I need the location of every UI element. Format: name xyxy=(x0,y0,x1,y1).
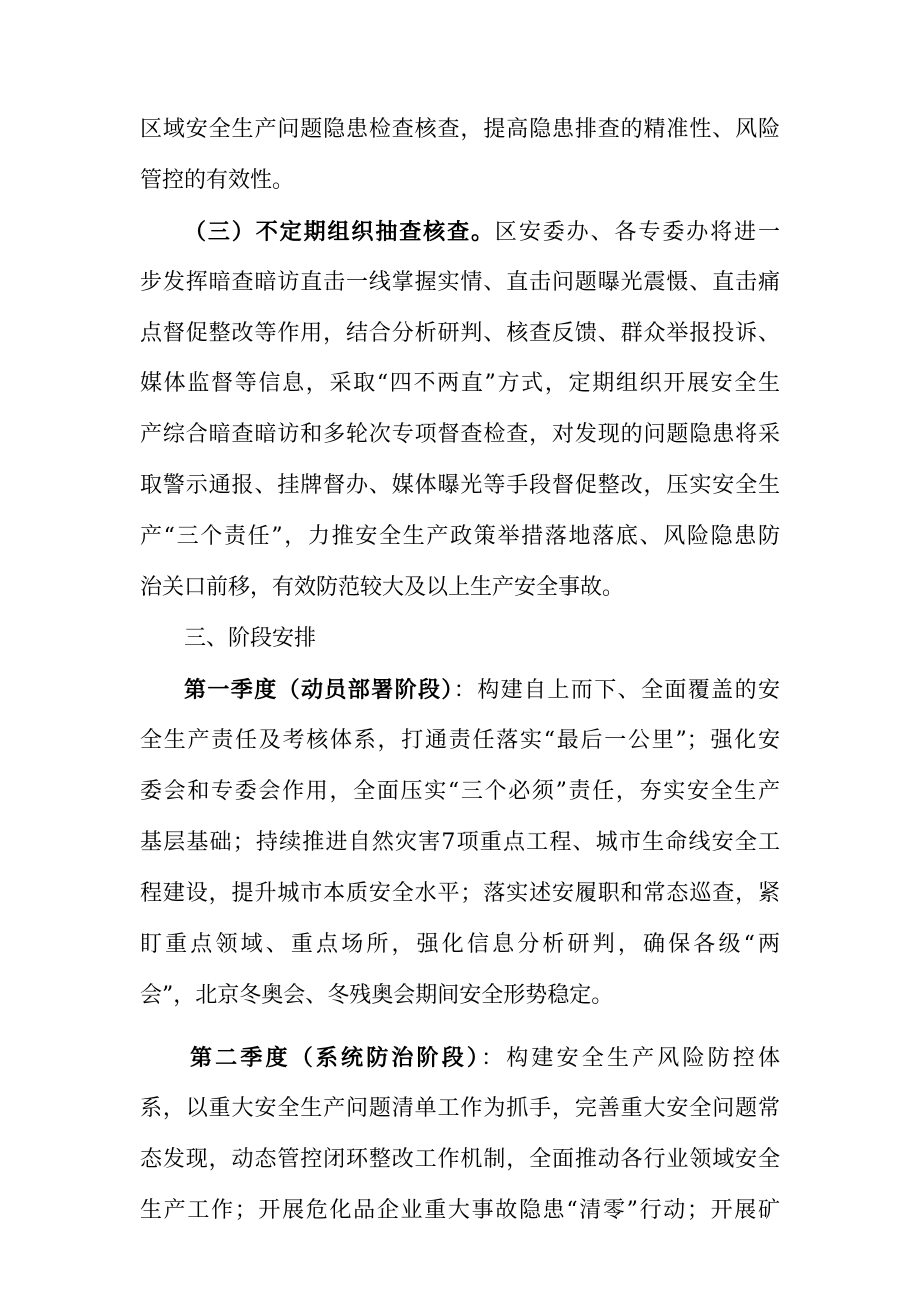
paragraph-line: 产“三个责任”，力推安全生产政策举措落地落底、风险隐患防 xyxy=(140,524,780,549)
phase-heading-q1: 第一季度（动员部署阶段） xyxy=(184,677,454,703)
paragraph-line: 盯重点领域、重点场所，强化信息分析研判，确保各级“两 xyxy=(140,932,780,957)
paragraph-line: 基层基础；持续推进自然灾害7项重点工程、城市生命线安全工 xyxy=(140,830,780,855)
section-paragraph-line xyxy=(184,670,780,710)
paragraph-line: 区域安全生产问题隐患检查核查，提高隐患排查的精准性、风险 xyxy=(140,117,780,142)
paragraph-line: 点督促整改等作用，结合分析研判、核查反馈、群众举报投诉、 xyxy=(140,321,780,346)
paragraph-line: 步发挥暗查暗访直击一线掌握实情、直击问题曝光震慑、直击痛 xyxy=(140,270,780,295)
paragraph-text: ：构建安全生产风险防控体 xyxy=(481,1046,780,1071)
paragraph-line: 管控的有效性。 xyxy=(140,168,295,193)
phase-heading-q2: 第二季度（系统防治阶段） xyxy=(190,1045,482,1071)
paragraph-line: 程建设，提升城市本质安全水平；落实述安履职和常态巡查，紧 xyxy=(140,881,780,906)
paragraph-line: 媒体监督等信息，采取“四不两直”方式，定期组织开展安全生 xyxy=(140,371,780,396)
section-title: 三、阶段安排 xyxy=(184,626,317,651)
section-heading-3: （三）不定期组织抽查核查。 xyxy=(184,219,495,245)
paragraph-line: 系，以重大安全生产问题清单工作为抓手，完善重大安全问题常 xyxy=(140,1096,780,1121)
paragraph-text: 区安委办、各专委办将进一 xyxy=(494,220,780,245)
paragraph-text: ：构建自上而下、全面覆盖的安 xyxy=(453,678,780,703)
paragraph-line: 取警示通报、挂牌督办、媒体曝光等手段督促整改，压实安全生 xyxy=(140,473,780,498)
paragraph-line: 委会和专委会作用，全面压实“三个必须”责任，夯实安全生产 xyxy=(140,779,780,804)
section-paragraph-line xyxy=(184,212,780,252)
paragraph-line: 治关口前移，有效防范较大及以上生产安全事故。 xyxy=(140,575,625,600)
paragraph-line: 会”，北京冬奥会、冬残奥会期间安全形势稳定。 xyxy=(140,983,614,1008)
paragraph-line: 产综合暗查暗访和多轮次专项督查检查，对发现的问题隐患将采 xyxy=(140,422,780,447)
paragraph-line: 全生产责任及考核体系，打通责任落实“最后一公里”；强化安 xyxy=(140,728,780,753)
section-paragraph-line xyxy=(190,1038,780,1078)
paragraph-line: 生产工作；开展危化品企业重大事故隐患“清零”行动；开展矿 xyxy=(140,1198,780,1223)
paragraph-line: 态发现，动态管控闭环整改工作机制，全面推动各行业领域安全 xyxy=(140,1147,780,1172)
